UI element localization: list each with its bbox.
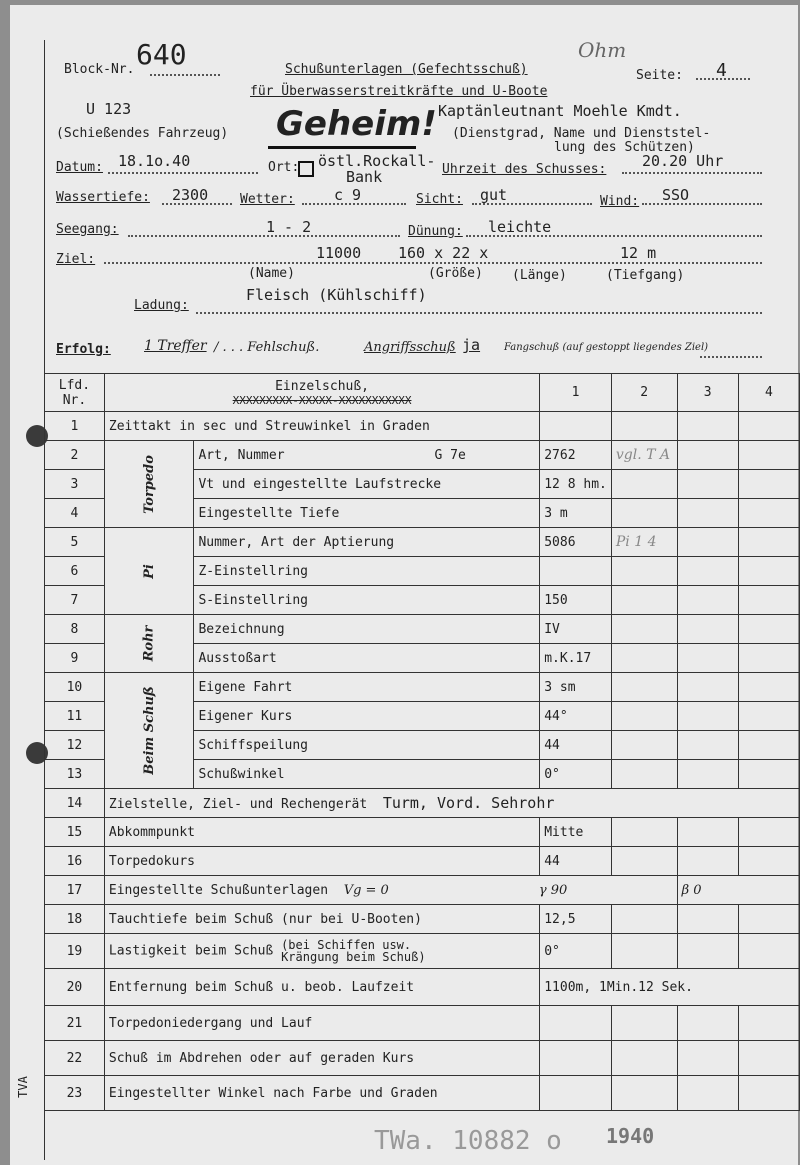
row-number: 8 (45, 615, 105, 644)
table-row (45, 528, 800, 557)
row-label: Ausstoßart (194, 644, 540, 673)
fehlschuss-text: / . . . Fehlschuß. (214, 340, 320, 355)
wind-value: SSO (662, 186, 690, 204)
wetter-dots (302, 203, 406, 205)
row-label: Eigene Fahrt (194, 673, 540, 702)
row-value-1: 0° (540, 760, 612, 789)
seegang-label: Seegang: (56, 222, 119, 237)
row-number: 10 (45, 673, 105, 702)
row-value-1: 44° (540, 702, 612, 731)
row-number: 23 (45, 1076, 105, 1111)
row-value-2 (611, 731, 677, 760)
seegang-value: 1 - 2 (266, 218, 312, 236)
row-value-3 (677, 905, 738, 934)
table-header-row (45, 374, 800, 412)
row-value-3 (677, 818, 738, 847)
ziel-dots (104, 262, 762, 264)
datum-value: 18.1o.40 (118, 152, 191, 170)
row-value-2 (611, 673, 677, 702)
table-row (45, 1041, 800, 1076)
ziel-label: Ziel: (56, 252, 96, 267)
row-value-4 (738, 644, 799, 673)
group-pi-label: Pi (141, 563, 157, 579)
group-torpedo (104, 441, 194, 528)
table-row (45, 847, 800, 876)
duenung-label: Dünung: (408, 224, 463, 239)
row-label: Nummer, Art der Aptierung (194, 528, 540, 557)
row-label-text: Eingestellte Schußunterlagen (108, 882, 329, 898)
table-row (45, 1006, 800, 1041)
row-number: 18 (45, 905, 105, 934)
row-value-1: 3 sm (540, 673, 612, 702)
row-value-3 (677, 702, 738, 731)
uhrzeit-dots (622, 172, 762, 174)
row-value-1: 44 (540, 847, 612, 876)
row-value-4 (738, 702, 799, 731)
col-lfd-header (45, 374, 105, 412)
row-value-4 (738, 615, 799, 644)
group-torpedo-label: Torpedo (141, 454, 157, 514)
group-rohr (104, 615, 194, 673)
row-value-4 (738, 412, 799, 441)
row-value-2 (611, 615, 677, 644)
angriffsschuss-value: ja (462, 336, 481, 354)
table-row (45, 789, 800, 818)
row-value-4 (738, 557, 799, 586)
groesse-caption: (Größe) (428, 266, 483, 281)
uhrzeit-label: Uhrzeit des Schusses: (442, 162, 607, 177)
row-number: 9 (45, 644, 105, 673)
row-label: Abkommpunkt (104, 818, 539, 847)
row-label: Bezeichnung (194, 615, 540, 644)
row-value-4 (738, 1006, 799, 1041)
row-value-4 (738, 1041, 799, 1076)
form-subtitle: für Überwasserstreitkräfte und U-Boote (250, 84, 548, 99)
col-nr-label: Nr. (62, 392, 87, 408)
row-value-4 (738, 586, 799, 615)
row-value-3 (677, 528, 738, 557)
row-value-2 (611, 557, 677, 586)
row-value-3 (677, 470, 738, 499)
laenge-caption: (Länge) (512, 268, 567, 283)
row-number: 6 (45, 557, 105, 586)
col-lfd-label: Lfd. (58, 377, 91, 393)
vessel-label: (Schießendes Fahrzeug) (56, 126, 229, 141)
row-value-4 (738, 731, 799, 760)
row-value-2 (611, 702, 677, 731)
row-value-3 (677, 557, 738, 586)
uhrzeit-value: 20.20 Uhr (642, 152, 724, 170)
row-label-extra: G 7e (434, 447, 466, 463)
table-row (45, 441, 800, 470)
wetter-value: c 9 (334, 186, 362, 204)
table-row (45, 673, 800, 702)
treffer-value: 1 Treffer (144, 338, 207, 354)
row-value-3 (677, 499, 738, 528)
row-value-2 (611, 470, 677, 499)
row-value-3 (677, 731, 738, 760)
row-value-2 (611, 760, 677, 789)
row-value-1: m.K.17 (540, 644, 612, 673)
row-number: 11 (45, 702, 105, 731)
row-label-text: Zielstelle, Ziel- und Rechengerät (108, 797, 368, 812)
block-label: Block-Nr. (64, 62, 135, 77)
row-value-4 (738, 673, 799, 702)
block-number: 640 (136, 38, 187, 71)
row-value-3 (677, 644, 738, 673)
row-value-1 (540, 1041, 612, 1076)
row-value-3 (677, 847, 738, 876)
ziel-groesse-value: 160 x 22 x (398, 244, 489, 262)
page-number: 4 (716, 60, 727, 81)
row-label: Z-Einstellring (194, 557, 540, 586)
row-value-1: 12,5 (540, 905, 612, 934)
row-value-2 (611, 1006, 677, 1041)
col-2-header: 2 (611, 374, 677, 412)
row-label: Schiffspeilung (194, 731, 540, 760)
row-number: 5 (45, 528, 105, 557)
row-value-1: 3 m (540, 499, 612, 528)
seegang-dots (128, 235, 400, 237)
row-value-2 (611, 934, 677, 969)
row-value-3 (677, 412, 738, 441)
row-label-text: Lastigkeit beim Schuß (108, 943, 274, 959)
wind-dots (642, 203, 762, 205)
row-value-2 (611, 818, 677, 847)
table-row (45, 818, 800, 847)
col-title-header (104, 374, 539, 412)
group-rohr-label: Rohr (141, 625, 157, 662)
datum-dots (108, 172, 258, 174)
col-4-header: 4 (738, 374, 799, 412)
row-value-3 (677, 1076, 738, 1111)
row-value-2 (611, 412, 677, 441)
group-pi (104, 528, 194, 615)
row-value-2 (611, 1041, 677, 1076)
row-value-4 (738, 905, 799, 934)
row-label-text: Art, Nummer (198, 447, 285, 463)
row-label: S-Einstellring (194, 586, 540, 615)
row-value-3 (677, 615, 738, 644)
wassertiefe-value: 2300 (172, 186, 209, 204)
row-number: 20 (45, 969, 105, 1006)
commander-label-1: (Dienstgrad, Name und Dienststel- (452, 126, 711, 141)
datum-label: Datum: (56, 160, 103, 175)
row-value-1: 44 (540, 731, 612, 760)
archive-stamp: TWa. 10882 o (374, 1126, 562, 1156)
group-beim-schuss (104, 673, 194, 789)
row-label: Schußwinkel (194, 760, 540, 789)
form-title: Schußunterlagen (Gefechtsschuß) (285, 62, 528, 77)
col-struck-label: XXXXXXXXX-XXXXX-XXXXXXXXXXX (232, 393, 412, 407)
row-value-4 (738, 528, 799, 557)
sicht-value: gut (480, 186, 508, 204)
row-label: Zeittakt in sec und Streuwinkel in Graden (104, 412, 539, 441)
table-row (45, 969, 800, 1006)
row-number: 13 (45, 760, 105, 789)
row-value-2 (611, 586, 677, 615)
row-label: Entfernung beim Schuß u. beob. Laufzeit (104, 969, 539, 1006)
row-value-3 (677, 1041, 738, 1076)
duenung-dots (466, 235, 762, 237)
commander-label-2: lung des Schützen) (554, 140, 695, 155)
row-value-1: Mitte (540, 818, 612, 847)
row-label-extra-1: (bei Schiffen usw. (281, 938, 412, 952)
row-value-4 (738, 441, 799, 470)
erfolg-label: Erfolg: (56, 342, 111, 357)
col-1-header: 1 (540, 374, 612, 412)
row-value-4 (738, 470, 799, 499)
row-label (104, 876, 677, 905)
row-value-1: 2762 (540, 441, 612, 470)
row-value-2 (611, 1076, 677, 1111)
row-value-4 (738, 934, 799, 969)
row-note: Pi 1 4 (611, 528, 677, 557)
row-label (104, 789, 799, 818)
table-row (45, 615, 800, 644)
ziel-description: Fleisch (Kühlschiff) (246, 286, 427, 304)
row-value-1 (540, 1006, 612, 1041)
row-value-3 (677, 673, 738, 702)
ladung-label: Ladung: (134, 298, 189, 313)
secret-stamp-underline (268, 146, 416, 149)
row-value-2 (611, 644, 677, 673)
row-value-4 (738, 760, 799, 789)
row-number: 16 (45, 847, 105, 876)
row-value-3 (677, 586, 738, 615)
row-value-3 (677, 934, 738, 969)
name-caption: (Name) (248, 266, 295, 281)
row-value-4 (738, 818, 799, 847)
table-row (45, 876, 800, 905)
row-label: Eingestellte Tiefe (194, 499, 540, 528)
tiefgang-caption: (Tiefgang) (606, 268, 685, 283)
row-label-extra: Vg = 0 (343, 882, 389, 898)
row-value-3 (677, 441, 738, 470)
row-value-1: 0° (540, 934, 612, 969)
col-3-header: 3 (677, 374, 738, 412)
ziel-tiefgang-value: 12 m (620, 244, 657, 262)
angriffsschuss-label: Angriffsschuß (364, 340, 456, 355)
corner-initials: Ohm (578, 38, 627, 62)
row-value-4 (738, 499, 799, 528)
vessel-value: U 123 (86, 100, 132, 118)
ort-marker (298, 161, 314, 177)
table-row (45, 412, 800, 441)
col-title-label: Einzelschuß, (275, 378, 370, 394)
row-number: 21 (45, 1006, 105, 1041)
row-number: 17 (45, 876, 105, 905)
row-value-3 (677, 760, 738, 789)
ziel-name-value: 11000 (316, 244, 362, 262)
row-label (104, 934, 539, 969)
row-value-1: 5086 (540, 528, 612, 557)
wetter-label: Wetter: (240, 192, 295, 207)
page-dots (696, 78, 750, 80)
page-label: Seite: (636, 68, 683, 83)
secret-stamp: Geheim! (276, 104, 437, 144)
row-value-1: γ 90 (538, 882, 568, 898)
row-value-1: 1100m, 1Min.12 Sek. (540, 969, 800, 1006)
row-value-1: Turm, Vord. Sehrohr (382, 794, 555, 812)
ort-value-1: östl.Rockall- (318, 152, 436, 170)
archive-stamp-year: 1940 (606, 1124, 655, 1148)
row-number: 19 (45, 934, 105, 969)
row-number: 15 (45, 818, 105, 847)
row-value-4 (738, 1076, 799, 1111)
commander-value: Kaptänleutnant Moehle Kmdt. (438, 102, 682, 120)
table-row (45, 1076, 800, 1111)
row-number: 3 (45, 470, 105, 499)
block-dots (150, 74, 220, 76)
row-value-2 (611, 499, 677, 528)
ort-value-2: Bank (346, 168, 383, 186)
row-value-3 (677, 1006, 738, 1041)
ort-label: Ort: (268, 160, 300, 175)
row-number: 7 (45, 586, 105, 615)
row-value-4 (738, 847, 799, 876)
row-label: Torpedokurs (104, 847, 539, 876)
sicht-dots (472, 203, 592, 205)
row-value-1 (540, 412, 612, 441)
row-label: Tauchtiefe beim Schuß (nur bei U-Booten) (104, 905, 539, 934)
row-label: Eingestellter Winkel nach Farbe und Graden (104, 1076, 539, 1111)
row-value-1 (540, 557, 612, 586)
sicht-label: Sicht: (416, 192, 463, 207)
wassertiefe-dots (162, 203, 232, 205)
row-value-1: 150 (540, 586, 612, 615)
side-mark: TVA (15, 1076, 30, 1098)
group-beim-schuss-label: Beim Schuß (141, 686, 157, 775)
row-label: Eigener Kurs (194, 702, 540, 731)
row-label: Torpedoniedergang und Lauf (104, 1006, 539, 1041)
row-number: 4 (45, 499, 105, 528)
row-label-extra-2: Krängung beim Schuß) (281, 950, 426, 964)
row-label: Schuß im Abdrehen oder auf geraden Kurs (104, 1041, 539, 1076)
row-label (194, 441, 540, 470)
row-value-1: 12 8 hm. (540, 470, 612, 499)
shot-data-table (44, 373, 800, 1111)
fangschuss-text: Fangschuß (auf gestoppt liegendes Ziel) (504, 342, 709, 353)
erfolg-dots (700, 356, 762, 358)
row-number: 12 (45, 731, 105, 760)
duenung-value: leichte (488, 218, 552, 236)
row-number: 2 (45, 441, 105, 470)
row-number: 1 (45, 412, 105, 441)
table-row (45, 934, 800, 969)
row-value-2: β 0 (677, 876, 799, 905)
row-note: vgl. T A (611, 441, 677, 470)
row-number: 22 (45, 1041, 105, 1076)
table-row (45, 905, 800, 934)
wassertiefe-label: Wassertiefe: (56, 190, 150, 205)
row-label-extra (281, 939, 426, 963)
row-label: Vt und eingestellte Laufstrecke (194, 470, 540, 499)
row-value-2 (611, 847, 677, 876)
row-value-1 (540, 1076, 612, 1111)
row-value-1: IV (540, 615, 612, 644)
row-value-2 (611, 905, 677, 934)
wind-label: Wind: (600, 194, 640, 209)
ladung-dots (196, 312, 762, 314)
row-number: 14 (45, 789, 105, 818)
